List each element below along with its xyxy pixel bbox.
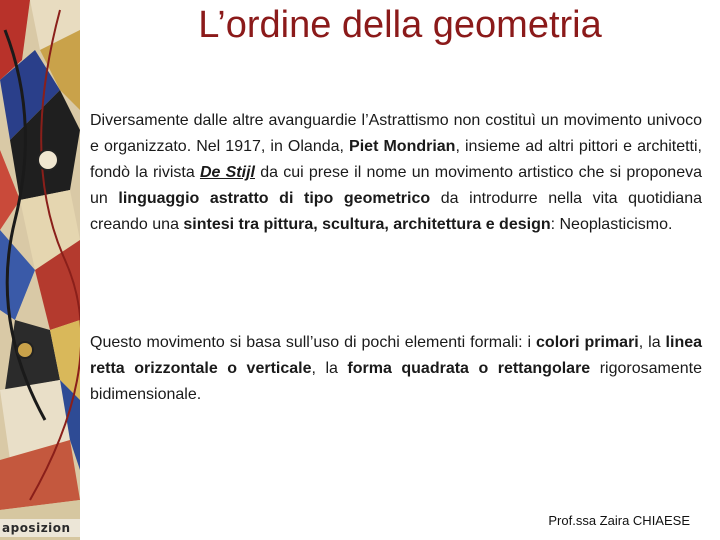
p2-bold-linea: linea retta orizzontale o verticale [90, 334, 703, 377]
decorative-painting-strip [0, 0, 80, 540]
p1-text-5: : Neoplasticismo. [550, 216, 673, 233]
p2-text-3: , la [311, 360, 348, 377]
p1-text-1: Diversamente dalle altre avanguardie l’Astrattismo non costituì un movimento univoco e organizzato. Nel 1917, in Olanda, [90, 112, 702, 155]
slide-title: L’ordine della geometria [198, 4, 602, 46]
p1-text-4: da introdurre nella vita quotidiana creando una [90, 190, 702, 233]
author-footer: Prof.ssa Zaira CHIAESE [548, 513, 690, 528]
p2-text-1: Questo movimento si basa sull’uso di pochi elementi formali: i [90, 334, 537, 351]
p1-bold-mondrian: Piet Mondrian [349, 138, 456, 155]
p1-bold-sintesi: sintesi tra pittura, scultura, architettura e design [183, 216, 551, 233]
p1-bold-destijl: De Stijl [199, 164, 255, 181]
painting-caption-text: aposizion [0, 519, 80, 537]
paragraph-intro [90, 108, 702, 238]
p2-bold-colori: colori primari [536, 334, 639, 351]
p1-text-3: da cui prese il nome un movimento artistico che si proponeva un [90, 164, 702, 207]
p1-text-2: , insieme ad altri pittori e architetti, fondò la rivista [90, 138, 703, 181]
p2-text-4: rigorosamente bidimensionale. [90, 360, 702, 403]
abstract-painting-image [0, 0, 80, 540]
p2-text-2: , la [638, 334, 666, 351]
p2-bold-forma: forma quadrata o rettangolare [347, 360, 591, 377]
p1-bold-linguaggio: linguaggio astratto di tipo geometrico [118, 190, 431, 207]
paragraph-elements [90, 330, 702, 408]
